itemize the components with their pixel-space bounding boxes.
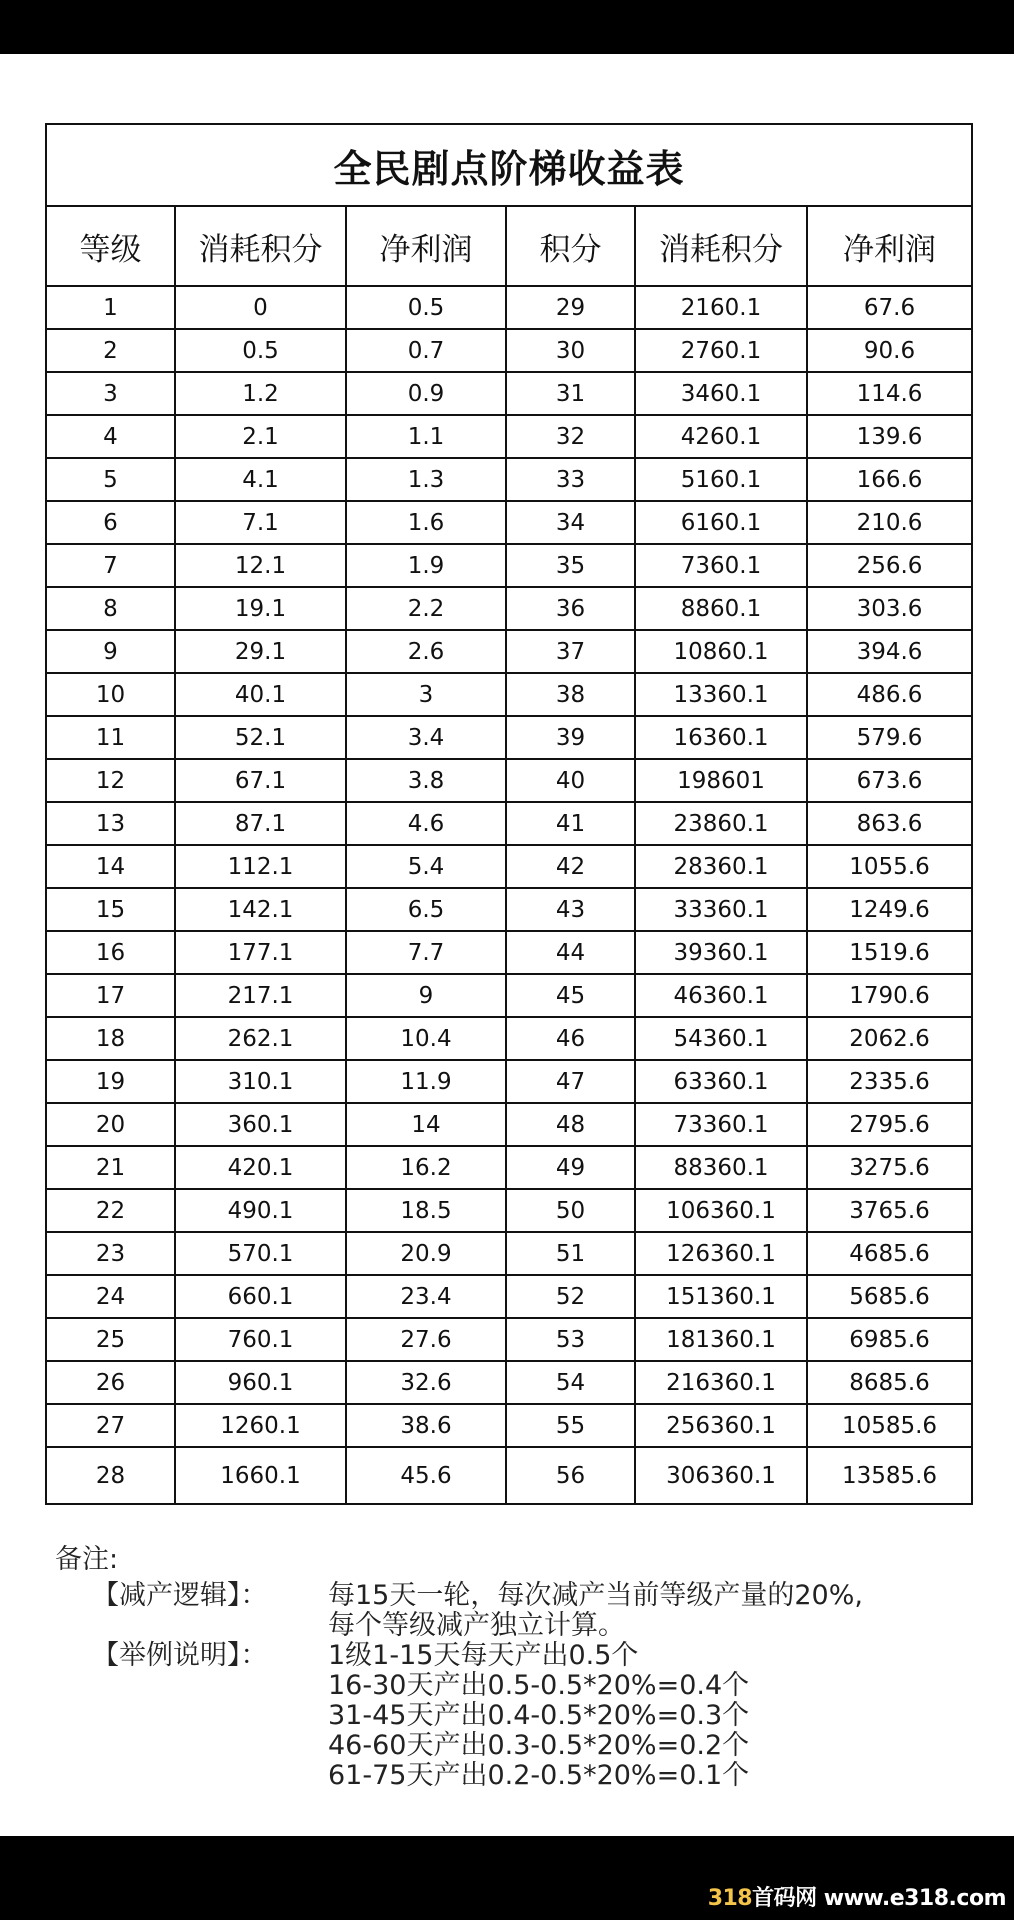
table-cell: 2795.6 (807, 1103, 972, 1146)
table-cell: 5685.6 (807, 1275, 972, 1318)
table-cell: 262.1 (175, 1017, 346, 1060)
table-row (46, 458, 972, 501)
table-cell: 46360.1 (635, 974, 807, 1017)
table-row (46, 1232, 972, 1275)
table-row (46, 802, 972, 845)
table-cell: 7 (46, 544, 175, 587)
table-cell: 51 (506, 1232, 635, 1275)
table-row (46, 1189, 972, 1232)
table-row (46, 1103, 972, 1146)
table-cell: 67.1 (175, 759, 346, 802)
table-row (46, 329, 972, 372)
table-row (46, 286, 972, 329)
income-table (45, 123, 973, 1505)
table-cell: 25 (46, 1318, 175, 1361)
table-cell: 579.6 (807, 716, 972, 759)
table-cell: 303.6 (807, 587, 972, 630)
table-cell: 217.1 (175, 974, 346, 1017)
table-cell: 8685.6 (807, 1361, 972, 1404)
table-cell: 13 (46, 802, 175, 845)
table-cell: 6 (46, 501, 175, 544)
table-cell: 9 (346, 974, 506, 1017)
table-cell: 198601 (635, 759, 807, 802)
table-row (46, 888, 972, 931)
table-cell: 26 (46, 1361, 175, 1404)
table-cell: 27.6 (346, 1318, 506, 1361)
table-cell: 33 (506, 458, 635, 501)
table-cell: 139.6 (807, 415, 972, 458)
column-header: 积分 (506, 206, 635, 286)
table-cell: 9 (46, 630, 175, 673)
table-cell: 10.4 (346, 1017, 506, 1060)
table-cell: 256360.1 (635, 1404, 807, 1447)
table-cell: 13360.1 (635, 673, 807, 716)
table-cell: 4.1 (175, 458, 346, 501)
table-cell: 10585.6 (807, 1404, 972, 1447)
table-cell: 49 (506, 1146, 635, 1189)
table-cell: 39360.1 (635, 931, 807, 974)
notes (0, 1545, 1014, 1805)
table-cell: 30 (506, 329, 635, 372)
table-cell: 2.6 (346, 630, 506, 673)
table-cell: 2.1 (175, 415, 346, 458)
note-text (328, 1581, 863, 1641)
table-cell: 28360.1 (635, 845, 807, 888)
table-cell: 17 (46, 974, 175, 1017)
column-header: 净利润 (807, 206, 972, 286)
table-row (46, 415, 972, 458)
table-cell: 54 (506, 1361, 635, 1404)
table-cell: 3.4 (346, 716, 506, 759)
table-cell: 310.1 (175, 1060, 346, 1103)
table-cell: 760.1 (175, 1318, 346, 1361)
column-header: 净利润 (346, 206, 506, 286)
table-cell: 1.6 (346, 501, 506, 544)
table-cell: 1.3 (346, 458, 506, 501)
table-cell: 52 (506, 1275, 635, 1318)
table-cell: 0.7 (346, 329, 506, 372)
table-cell: 106360.1 (635, 1189, 807, 1232)
table-cell: 23.4 (346, 1275, 506, 1318)
table-cell: 45.6 (346, 1447, 506, 1504)
table-cell: 2062.6 (807, 1017, 972, 1060)
table-cell: 1.1 (346, 415, 506, 458)
table-cell: 50 (506, 1189, 635, 1232)
table-cell: 14 (346, 1103, 506, 1146)
table-cell: 486.6 (807, 673, 972, 716)
table-row (46, 1404, 972, 1447)
table-cell: 29 (506, 286, 635, 329)
table-cell: 6.5 (346, 888, 506, 931)
table-cell: 46 (506, 1017, 635, 1060)
table-cell: 0.5 (175, 329, 346, 372)
note-line: 31-45天产出0.4-0.5*20%=0.3个 (328, 1700, 750, 1731)
table-cell: 10860.1 (635, 630, 807, 673)
table-row (46, 673, 972, 716)
table-cell: 16360.1 (635, 716, 807, 759)
table-cell: 3.8 (346, 759, 506, 802)
column-header: 消耗积分 (635, 206, 807, 286)
table-cell: 22 (46, 1189, 175, 1232)
table-cell: 23860.1 (635, 802, 807, 845)
table-cell: 11 (46, 716, 175, 759)
table-cell: 67.6 (807, 286, 972, 329)
table-cell: 21 (46, 1146, 175, 1189)
table-cell: 2335.6 (807, 1060, 972, 1103)
table-cell: 6985.6 (807, 1318, 972, 1361)
table-cell: 16.2 (346, 1146, 506, 1189)
table-cell: 673.6 (807, 759, 972, 802)
table-cell: 20.9 (346, 1232, 506, 1275)
note-line: 61-75天产出0.2-0.5*20%=0.1个 (328, 1760, 750, 1791)
table-row (46, 1275, 972, 1318)
table-cell: 20 (46, 1103, 175, 1146)
notes-heading: 备注: (55, 1544, 119, 1575)
table-cell: 3 (346, 673, 506, 716)
table-cell: 48 (506, 1103, 635, 1146)
table-cell: 166.6 (807, 458, 972, 501)
table-cell: 54360.1 (635, 1017, 807, 1060)
table-row (46, 1361, 972, 1404)
table-cell: 863.6 (807, 802, 972, 845)
table-cell: 3275.6 (807, 1146, 972, 1189)
table-cell: 24 (46, 1275, 175, 1318)
table-cell: 90.6 (807, 329, 972, 372)
table-row (46, 501, 972, 544)
table-cell: 1519.6 (807, 931, 972, 974)
table-cell: 2.2 (346, 587, 506, 630)
table-cell: 42 (506, 845, 635, 888)
table-cell: 3765.6 (807, 1189, 972, 1232)
table-cell: 1660.1 (175, 1447, 346, 1504)
table-cell: 5 (46, 458, 175, 501)
table-cell: 181360.1 (635, 1318, 807, 1361)
table-row (46, 845, 972, 888)
table-row (46, 544, 972, 587)
table-cell: 2160.1 (635, 286, 807, 329)
table-cell: 63360.1 (635, 1060, 807, 1103)
bottom-black-bar (0, 1836, 1014, 1920)
table-row (46, 759, 972, 802)
table-cell: 52.1 (175, 716, 346, 759)
table-cell: 5160.1 (635, 458, 807, 501)
note-line: 1级1-15天每天产出0.5个 (328, 1640, 639, 1671)
table-cell: 0.5 (346, 286, 506, 329)
table-cell: 1 (46, 286, 175, 329)
table-cell: 306360.1 (635, 1447, 807, 1504)
table-row (46, 974, 972, 1017)
table-cell: 36 (506, 587, 635, 630)
column-header: 等级 (46, 206, 175, 286)
table-cell: 11.9 (346, 1060, 506, 1103)
table-cell: 2 (46, 329, 175, 372)
table-cell: 6160.1 (635, 501, 807, 544)
table-cell: 490.1 (175, 1189, 346, 1232)
table-cell: 19.1 (175, 587, 346, 630)
table-cell: 216360.1 (635, 1361, 807, 1404)
table-cell: 8860.1 (635, 587, 807, 630)
table-cell: 27 (46, 1404, 175, 1447)
table-row (46, 372, 972, 415)
table-cell: 2760.1 (635, 329, 807, 372)
table-cell: 420.1 (175, 1146, 346, 1189)
table-cell: 12.1 (175, 544, 346, 587)
table-cell: 18 (46, 1017, 175, 1060)
table-cell: 10 (46, 673, 175, 716)
table-cell: 7.7 (346, 931, 506, 974)
table-cell: 210.6 (807, 501, 972, 544)
table-row (46, 1060, 972, 1103)
table-cell: 1790.6 (807, 974, 972, 1017)
table-cell: 4.6 (346, 802, 506, 845)
table-cell: 23 (46, 1232, 175, 1275)
table-cell: 43 (506, 888, 635, 931)
note-line: 每个等级减产独立计算。 (328, 1610, 625, 1641)
table-cell: 32.6 (346, 1361, 506, 1404)
table-row (46, 1447, 972, 1504)
table-cell: 7.1 (175, 501, 346, 544)
table-cell: 56 (506, 1447, 635, 1504)
table-cell: 44 (506, 931, 635, 974)
table-cell: 29.1 (175, 630, 346, 673)
table-row (46, 716, 972, 759)
table-cell: 45 (506, 974, 635, 1017)
table-cell: 142.1 (175, 888, 346, 931)
table-cell: 4260.1 (635, 415, 807, 458)
table-cell: 8 (46, 587, 175, 630)
table-cell: 14 (46, 845, 175, 888)
table-cell: 1.9 (346, 544, 506, 587)
table-cell: 360.1 (175, 1103, 346, 1146)
table-cell: 87.1 (175, 802, 346, 845)
table-cell: 177.1 (175, 931, 346, 974)
table-cell: 13585.6 (807, 1447, 972, 1504)
table-cell: 126360.1 (635, 1232, 807, 1275)
table-cell: 1260.1 (175, 1404, 346, 1447)
table-cell: 19 (46, 1060, 175, 1103)
table-cell: 40.1 (175, 673, 346, 716)
table-cell: 38 (506, 673, 635, 716)
column-header: 消耗积分 (175, 206, 346, 286)
table-cell: 256.6 (807, 544, 972, 587)
table-row (46, 1318, 972, 1361)
table-cell: 31 (506, 372, 635, 415)
table-cell: 41 (506, 802, 635, 845)
table-row (46, 630, 972, 673)
table-cell: 18.5 (346, 1189, 506, 1232)
table-cell: 3460.1 (635, 372, 807, 415)
table-cell: 33360.1 (635, 888, 807, 931)
table-cell: 15 (46, 888, 175, 931)
table-cell: 3 (46, 372, 175, 415)
note-label: 【举例说明】： (92, 1640, 268, 1671)
watermark: 318首码网 www.e318.com (707, 1886, 1006, 1911)
table-cell: 53 (506, 1318, 635, 1361)
table-cell: 570.1 (175, 1232, 346, 1275)
table-title: 全民剧点阶梯收益表 (46, 124, 972, 206)
note-line: 46-60天产出0.3-0.5*20%=0.2个 (328, 1730, 750, 1761)
table-cell: 28 (46, 1447, 175, 1504)
table-cell: 1.2 (175, 372, 346, 415)
table-cell: 7360.1 (635, 544, 807, 587)
table-cell: 4685.6 (807, 1232, 972, 1275)
note-item (92, 1581, 863, 1641)
table-cell: 394.6 (807, 630, 972, 673)
note-item (92, 1641, 749, 1791)
table-cell: 73360.1 (635, 1103, 807, 1146)
table-cell: 88360.1 (635, 1146, 807, 1189)
header-row (46, 206, 972, 286)
table-cell: 1055.6 (807, 845, 972, 888)
table-cell: 39 (506, 716, 635, 759)
note-label: 【减产逻辑】： (92, 1580, 268, 1611)
table-cell: 114.6 (807, 372, 972, 415)
table-cell: 660.1 (175, 1275, 346, 1318)
table-cell: 55 (506, 1404, 635, 1447)
table-cell: 151360.1 (635, 1275, 807, 1318)
table-cell: 112.1 (175, 845, 346, 888)
table-cell: 37 (506, 630, 635, 673)
table-cell: 12 (46, 759, 175, 802)
table-cell: 40 (506, 759, 635, 802)
note-line: 16-30天产出0.5-0.5*20%=0.4个 (328, 1670, 750, 1701)
table-cell: 5.4 (346, 845, 506, 888)
table-cell: 16 (46, 931, 175, 974)
note-text (328, 1641, 749, 1791)
table-cell: 4 (46, 415, 175, 458)
table-row (46, 1146, 972, 1189)
table-row (46, 931, 972, 974)
table-cell: 38.6 (346, 1404, 506, 1447)
table-cell: 35 (506, 544, 635, 587)
top-black-bar (0, 0, 1014, 54)
table-row (46, 1017, 972, 1060)
table-cell: 0.9 (346, 372, 506, 415)
table-cell: 34 (506, 501, 635, 544)
table-cell: 1249.6 (807, 888, 972, 931)
table-cell: 32 (506, 415, 635, 458)
table-cell: 960.1 (175, 1361, 346, 1404)
note-line: 每15天一轮，每次减产当前等级产量的20%, (328, 1580, 863, 1611)
table-row (46, 587, 972, 630)
table-cell: 47 (506, 1060, 635, 1103)
table-cell: 0 (175, 286, 346, 329)
